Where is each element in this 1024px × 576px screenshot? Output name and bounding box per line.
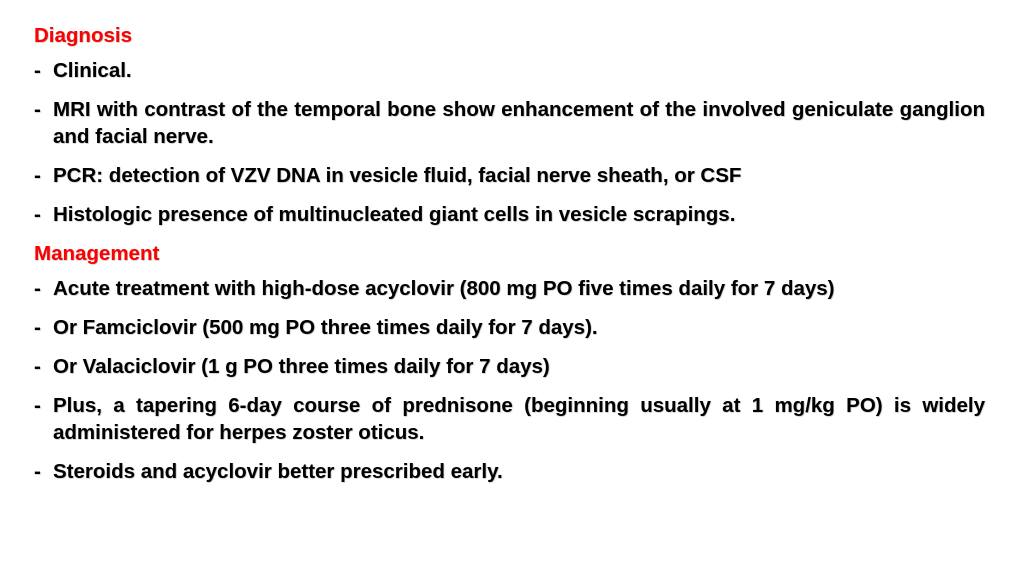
diagnosis-item bbox=[34, 96, 985, 150]
management-item bbox=[34, 314, 985, 341]
management-item-text: Steroids and acyclovir better prescribed early. bbox=[53, 460, 503, 483]
diagnosis-item-text: Histologic presence of multinucleated giant cells in vesicle scrapings. bbox=[53, 203, 736, 226]
bullet-dash: - bbox=[34, 460, 41, 483]
diagnosis-item-text: MRI with contrast of the temporal bone show enhancement of the involved geniculate ganglion and facial nerve. bbox=[53, 98, 985, 148]
bullet-dash: - bbox=[34, 98, 41, 121]
bullet-dash: - bbox=[34, 394, 41, 417]
diagnosis-item bbox=[34, 201, 985, 228]
diagnosis-heading: Diagnosis bbox=[34, 24, 132, 47]
bullet-dash: - bbox=[34, 203, 41, 226]
management-item bbox=[34, 353, 985, 380]
management-item bbox=[34, 458, 985, 485]
management-item-text: Plus, a tapering 6-day course of prednisone (beginning usually at 1 mg/kg PO) is widely administered for herpes zoster oticus. bbox=[53, 394, 985, 444]
diagnosis-item bbox=[34, 57, 985, 84]
bullet-dash: - bbox=[34, 316, 41, 339]
bullet-dash: - bbox=[34, 59, 41, 82]
management-item bbox=[34, 275, 985, 302]
management-heading: Management bbox=[34, 242, 160, 265]
management-item bbox=[34, 392, 985, 446]
bullet-dash: - bbox=[34, 164, 41, 187]
management-item-text: Or Valaciclovir (1 g PO three times daily for 7 days) bbox=[53, 355, 550, 378]
management-item-text: Acute treatment with high-dose acyclovir (800 mg PO five times daily for 7 days) bbox=[53, 277, 835, 300]
bullet-dash: - bbox=[34, 355, 41, 378]
diagnosis-item bbox=[34, 162, 985, 189]
diagnosis-item-text: PCR: detection of VZV DNA in vesicle fluid, facial nerve sheath, or CSF bbox=[53, 164, 742, 187]
diagnosis-item-text: Clinical. bbox=[53, 59, 132, 82]
bullet-dash: - bbox=[34, 277, 41, 300]
management-item-text: Or Famciclovir (500 mg PO three times daily for 7 days). bbox=[53, 316, 598, 339]
slide-content bbox=[34, 18, 985, 497]
